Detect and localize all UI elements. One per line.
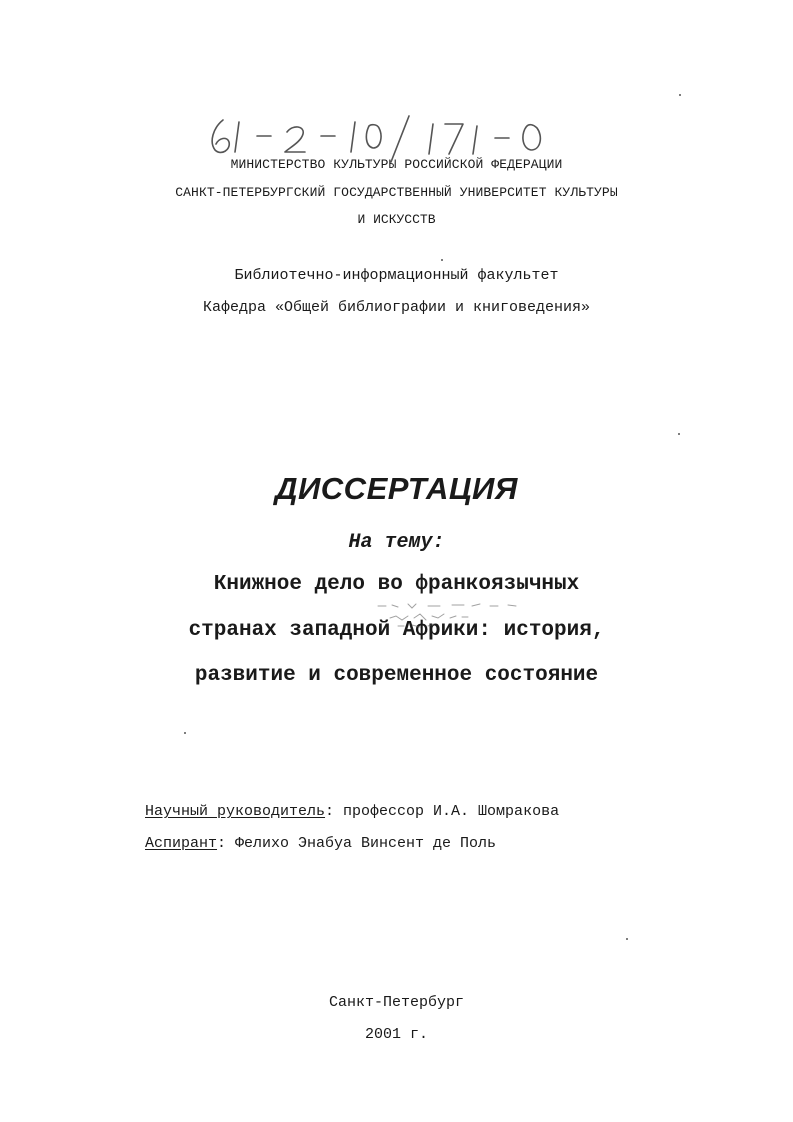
supervisor-label: Научный руководитель xyxy=(145,803,326,820)
scan-speck xyxy=(441,259,443,261)
scan-speck xyxy=(626,938,628,940)
dissertation-title-line-3: развитие и современное состояние xyxy=(194,664,599,687)
supervisor-value: : профессор И.А. Шомракова xyxy=(325,803,560,820)
applicant-value: : Фелихо Энабуа Винсент де Поль xyxy=(217,835,497,852)
applicant-label: Аспирант xyxy=(145,835,218,852)
scan-speck xyxy=(679,94,681,96)
publication-year: 2001 г. xyxy=(364,1026,428,1043)
university-name-line-1: САНКТ-ПЕТЕРБУРГСКИЙ ГОСУДАРСТВЕННЫЙ УНИВЕРСИТЕТ КУЛЬТУРЫ xyxy=(175,185,618,200)
faculty-name: Библиотечно-информационный факультет xyxy=(234,267,559,284)
supervisor-line xyxy=(145,803,559,820)
scan-speck xyxy=(678,433,680,435)
dissertation-title-line-1: Книжное дело во франкоязычных xyxy=(213,573,580,596)
publication-city: Санкт-Петербург xyxy=(328,994,465,1011)
department-name: Кафедра «Общей библиографии и книговедения» xyxy=(202,299,591,316)
applicant-line xyxy=(145,835,496,852)
dissertation-title-line-2: странах западной Африки: история, xyxy=(188,619,605,642)
document-type-heading: ДИССЕРТАЦИЯ xyxy=(275,471,518,506)
university-name-line-2: И ИСКУССТВ xyxy=(357,212,436,227)
ministry-name: МИНИСТЕРСТВО КУЛЬТУРЫ РОССИЙСКОЙ ФЕДЕРАЦИИ xyxy=(230,157,563,172)
faded-stamp-mark xyxy=(368,600,528,630)
scan-speck xyxy=(184,732,186,734)
topic-label: На тему: xyxy=(348,531,445,554)
stamp-smudge-drawing xyxy=(368,600,528,630)
